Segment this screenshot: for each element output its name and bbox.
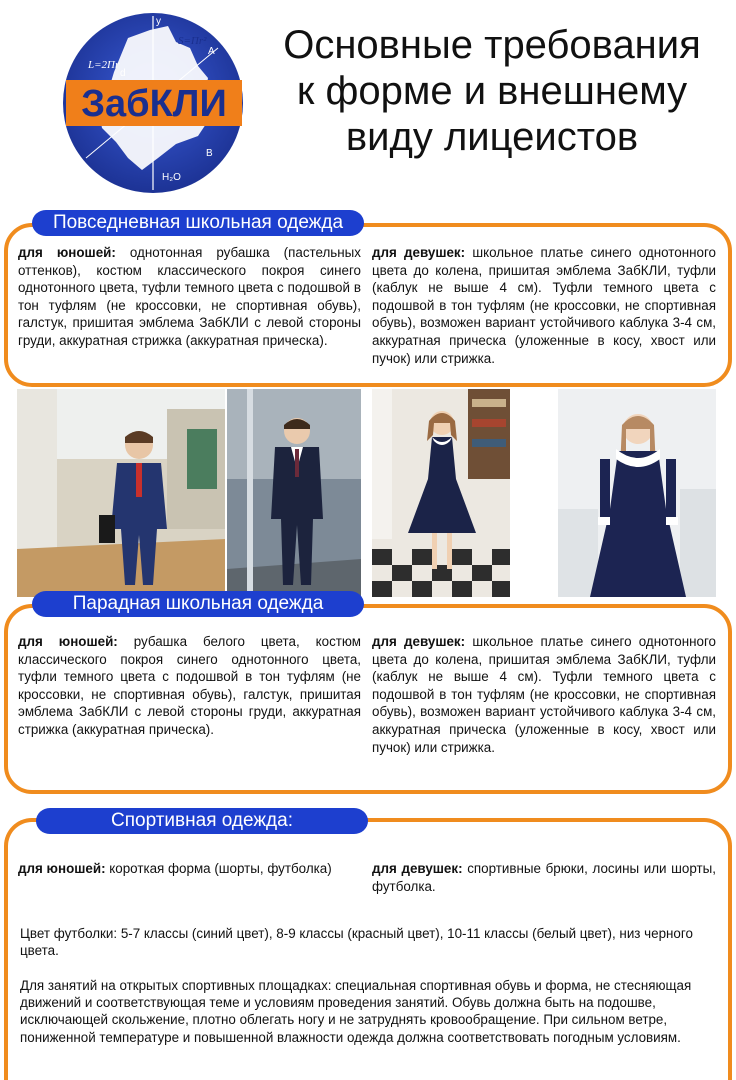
casual-section-tab: Повседневная школьная одежда bbox=[32, 210, 364, 236]
casual-girls-label: для девушек: bbox=[372, 245, 466, 260]
girl-dress-photo bbox=[372, 389, 510, 597]
logo-text: ЗабКЛИ bbox=[81, 83, 227, 125]
svg-text:B: B bbox=[206, 148, 213, 159]
svg-text:L=2Πr: L=2Πr bbox=[88, 59, 120, 71]
sport-boys-text: для юношей: короткая форма (шорты, футболка) bbox=[18, 861, 332, 876]
girl-dress-lace-collar-photo bbox=[558, 389, 716, 597]
zabkli-logo bbox=[58, 8, 248, 198]
formal-boys-label: для юношей: bbox=[18, 634, 118, 649]
sport-section-tab: Спортивная одежда: bbox=[36, 808, 368, 834]
title-line-3: виду лицеистов bbox=[345, 115, 639, 159]
formal-girls-label: для девушек: bbox=[372, 634, 466, 649]
title-line-1: Основные требования bbox=[283, 23, 701, 67]
svg-text:A: A bbox=[208, 46, 215, 57]
outdoor-sport-note: Для занятий на открытых спортивных площадках: специальная спортивная обувь и форма, не стесняющая движений и соответствующая теме и условиям проведения занятий. Обувь должна быть на подошве, исключающей скольжение, плотно облегать ногу и не затруднять кровообращение. При сильном ветре, пониженной температуре и повышенной влажности одежда должна соответствовать погодным условиям. bbox=[20, 978, 692, 1045]
sport-girls-label: для девушек: bbox=[372, 861, 463, 876]
svg-text:d: d bbox=[120, 68, 126, 79]
sport-boys-label: для юношей: bbox=[18, 861, 106, 876]
formal-girls-text: для девушек: школьное платье синего однотонного цвета до колена, пришитая эмблема ЗабКЛИ, туфли (каблук не выше 4 см). Туфли темного цвета с подошвой в тон туфлям (не кроссовки, не спортивная обувь), возможен вариант устойчивого каблука 3-4 см, аккуратная прическа (уложенные в косу, хвост или пучок) или стрижка. bbox=[372, 634, 716, 755]
boy-casual-suit-photo bbox=[17, 389, 225, 597]
casual-girls-text: для девушек: школьное платье синего однотонного цвета до колена, пришитая эмблема ЗабКЛИ, туфли (каблук не выше 4 см). Туфли темного цвета с подошвой в тон туфлям (не кроссовки, не спортивная обувь), возможен вариант устойчивого каблука 3-4 см, аккуратная прическа (уложенные в косу, хвост или пучок) или стрижка. bbox=[372, 245, 716, 366]
formal-boys-text: для юношей: рубашка белого цвета, костюм классического покроя синего однотонного цвета, туфли темного цвета с подошвой в тон туфлям (не кроссовки, не спортивная обувь), галстук, пришитая эмблема ЗабКЛИ с левой стороны груди, аккуратная стрижка (аккуратная прическа). bbox=[18, 634, 361, 737]
page-title bbox=[250, 22, 734, 160]
svg-text:S=Πr²: S=Πr² bbox=[178, 35, 207, 47]
formal-section-tab: Парадная школьная одежда bbox=[32, 591, 364, 617]
boy-formal-suit-photo bbox=[227, 389, 361, 597]
sport-girls-text: для девушек: спортивные брюки, лосины или шорты, футболка. bbox=[372, 861, 716, 894]
title-line-2: к форме и внешнему bbox=[296, 69, 688, 113]
svg-text:y: y bbox=[156, 16, 161, 27]
casual-boys-label: для юношей: bbox=[18, 245, 116, 260]
tshirt-color-note: Цвет футболки: 5-7 классы (синий цвет), 8-9 классы (красный цвет), 10-11 классы (белый цвет), низ черного цвета. bbox=[20, 926, 693, 959]
casual-boys-text: для юношей: однотонная рубашка (пастельных оттенков), костюм классического покроя синего однотонного цвета, туфли темного цвета с подошвой в тон туфлям (не кроссовки, не спортивная обувь), галстук, пришитая эмблема ЗабКЛИ с левой стороны груди, аккуратная стрижка (аккуратная прическа). bbox=[18, 245, 362, 348]
svg-text:H₂O: H₂O bbox=[162, 172, 181, 183]
